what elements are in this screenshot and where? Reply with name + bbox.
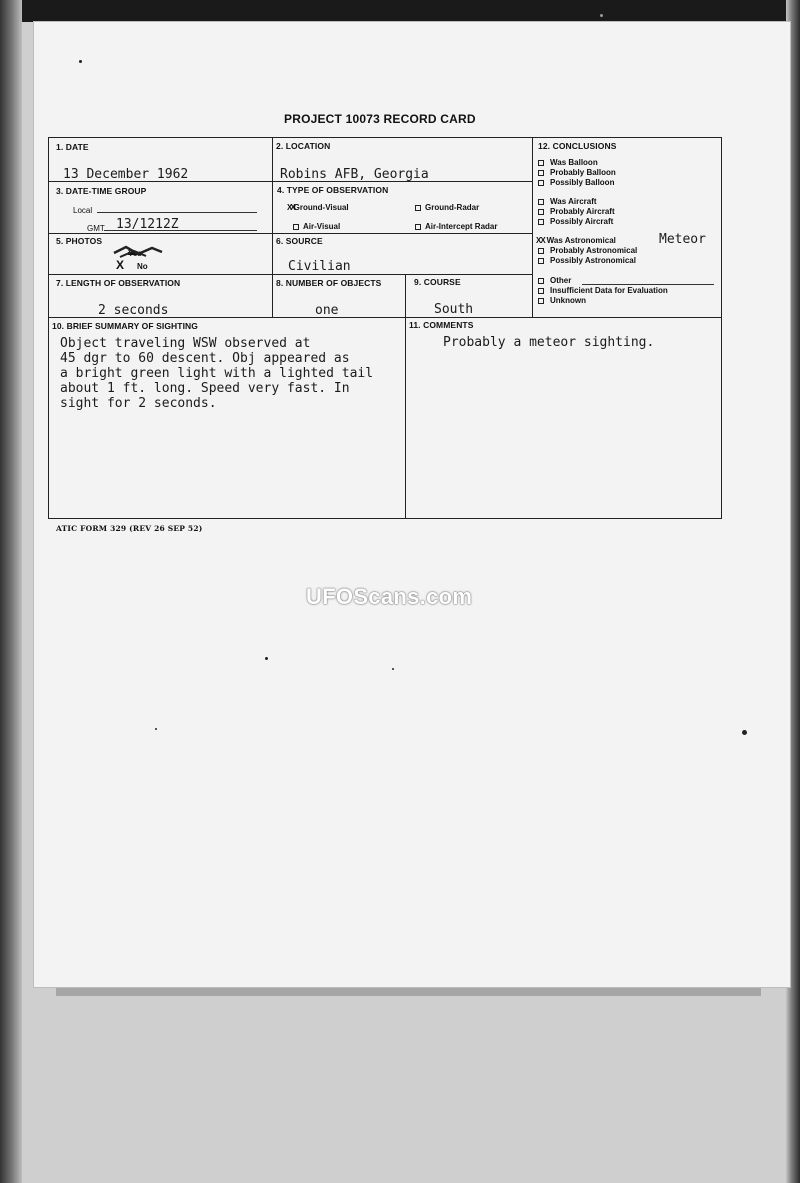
source-value: Civilian [288, 259, 351, 274]
scan-edge-top [0, 0, 800, 22]
summary-label: 10. BRIEF SUMMARY OF SIGHTING [52, 321, 198, 331]
checkbox-icon [538, 219, 544, 225]
option-ground-visual [287, 203, 349, 212]
photos-strikeout-scribble [112, 245, 164, 269]
checkbox-icon [538, 170, 544, 176]
air-visual-label: Air-Visual [303, 222, 341, 231]
scan-speck [392, 668, 394, 670]
dtg-local-label: Local [73, 206, 93, 215]
scan-speck [265, 657, 268, 660]
photos-no: No [137, 262, 148, 271]
row-divider-3 [48, 274, 532, 275]
scan-speck [79, 60, 82, 63]
scan-speck [155, 728, 157, 730]
observation-type-label: 4. TYPE OF OBSERVATION [277, 185, 389, 195]
comments-label: 11. COMMENTS [409, 320, 474, 330]
dtg-local-line [97, 212, 257, 213]
option-ground-radar [415, 203, 479, 212]
conclusions-label: 12. CONCLUSIONS [538, 141, 617, 151]
checkbox-icon [538, 199, 544, 205]
scan-speck [600, 14, 603, 17]
date-label: 1. DATE [56, 142, 89, 152]
divider-col1 [272, 137, 273, 317]
location-label: 2. LOCATION [276, 141, 331, 151]
conclusion-was-astronomical [536, 236, 616, 246]
option-air-intercept-radar [415, 222, 497, 231]
conclusion-possibly-balloon [538, 178, 614, 188]
comments-value: Probably a meteor sighting. [443, 335, 655, 350]
course-value: South [434, 302, 474, 317]
length-value: 2 seconds [98, 303, 169, 318]
date-value: 13 December 1962 [63, 167, 189, 182]
card-title: PROJECT 10073 RECORD CARD [284, 112, 476, 126]
location-value: Robins AFB, Georgia [280, 167, 429, 182]
checkbox-icon [415, 205, 421, 211]
checkbox-icon [538, 160, 544, 166]
checked-mark: XX [536, 236, 545, 245]
source-label: 6. SOURCE [276, 236, 323, 246]
objects-value: one [315, 303, 339, 318]
conclusion-text: Probably Balloon [550, 168, 616, 177]
ground-visual-mark: XX [287, 203, 294, 212]
conclusion-was-balloon [538, 158, 598, 168]
ground-radar-label: Ground-Radar [425, 203, 480, 212]
conclusion-text: Other [550, 276, 572, 285]
conclusion-probably-astronomical [538, 246, 637, 256]
photos-label: 5. PHOTOS [56, 236, 103, 246]
option-air-visual [293, 222, 340, 231]
summary-line: about 1 ft. long. Speed very fast. In [60, 381, 350, 396]
checkbox-icon [538, 288, 544, 294]
checkbox-icon [415, 224, 421, 230]
dtg-label: 3. DATE-TIME GROUP [56, 186, 147, 196]
checkbox-icon [538, 209, 544, 215]
divider-col2 [405, 274, 406, 518]
course-label: 9. COURSE [414, 277, 461, 287]
conclusion-text: Possibly Astronomical [550, 256, 636, 265]
checkbox-icon [538, 248, 544, 254]
conclusion-text: Insufficient Data for Evaluation [550, 286, 668, 295]
checkbox-icon [293, 224, 299, 230]
conclusion-insufficient-data [538, 286, 668, 296]
watermark: UFOScans.com [306, 584, 473, 609]
form-id: ATIC FORM 329 (REV 26 SEP 52) [56, 524, 203, 533]
checkbox-icon [538, 278, 544, 284]
air-intercept-radar-label: Air-Intercept Radar [425, 222, 498, 231]
conclusion-unknown [538, 296, 586, 306]
conclusion-probably-aircraft [538, 207, 615, 217]
row-divider-2 [48, 233, 532, 234]
conclusion-was-aircraft [538, 197, 597, 207]
checkbox-icon [538, 298, 544, 304]
conclusion-text: Was Aircraft [550, 197, 597, 206]
conclusion-text: Was Astronomical [546, 236, 616, 245]
conclusion-probably-balloon [538, 168, 616, 178]
photos-yes: Yes [128, 249, 142, 258]
summary-line: sight for 2 seconds. [60, 396, 217, 411]
length-label: 7. LENGTH OF OBSERVATION [56, 278, 181, 288]
scan-edge-left [0, 0, 22, 1183]
ground-visual-label: Ground-Visual [293, 203, 349, 212]
other-line [582, 284, 714, 285]
conclusion-text: Unknown [550, 296, 586, 305]
conclusion-text: Possibly Aircraft [550, 217, 614, 226]
summary-line: 45 dgr to 60 descent. Obj appeared as [60, 351, 350, 366]
dtg-gmt-label: GMT [87, 224, 105, 233]
checkbox-icon [538, 258, 544, 264]
dtg-gmt-value: 13/1212Z [116, 217, 179, 232]
conclusion-text: Probably Aircraft [550, 207, 615, 216]
conclusion-meteor-note: Meteor [659, 232, 706, 247]
summary-line: a bright green light with a lighted tail [60, 366, 374, 381]
conclusion-text: Possibly Balloon [550, 178, 615, 187]
conclusion-possibly-aircraft [538, 217, 613, 227]
objects-label: 8. NUMBER OF OBJECTS [276, 278, 382, 288]
conclusion-text: Was Balloon [550, 158, 598, 167]
checkbox-icon [538, 180, 544, 186]
scan-speck [742, 730, 747, 735]
conclusion-possibly-astronomical [538, 256, 636, 266]
summary-line: Object traveling WSW observed at [60, 336, 311, 351]
conclusion-other [538, 276, 571, 286]
underlying-sheet [12, 985, 790, 1183]
divider-conclusions [532, 137, 533, 317]
summary-text [60, 336, 373, 411]
photos-no-mark: X [116, 258, 125, 272]
conclusion-text: Probably Astronomical [550, 246, 638, 255]
